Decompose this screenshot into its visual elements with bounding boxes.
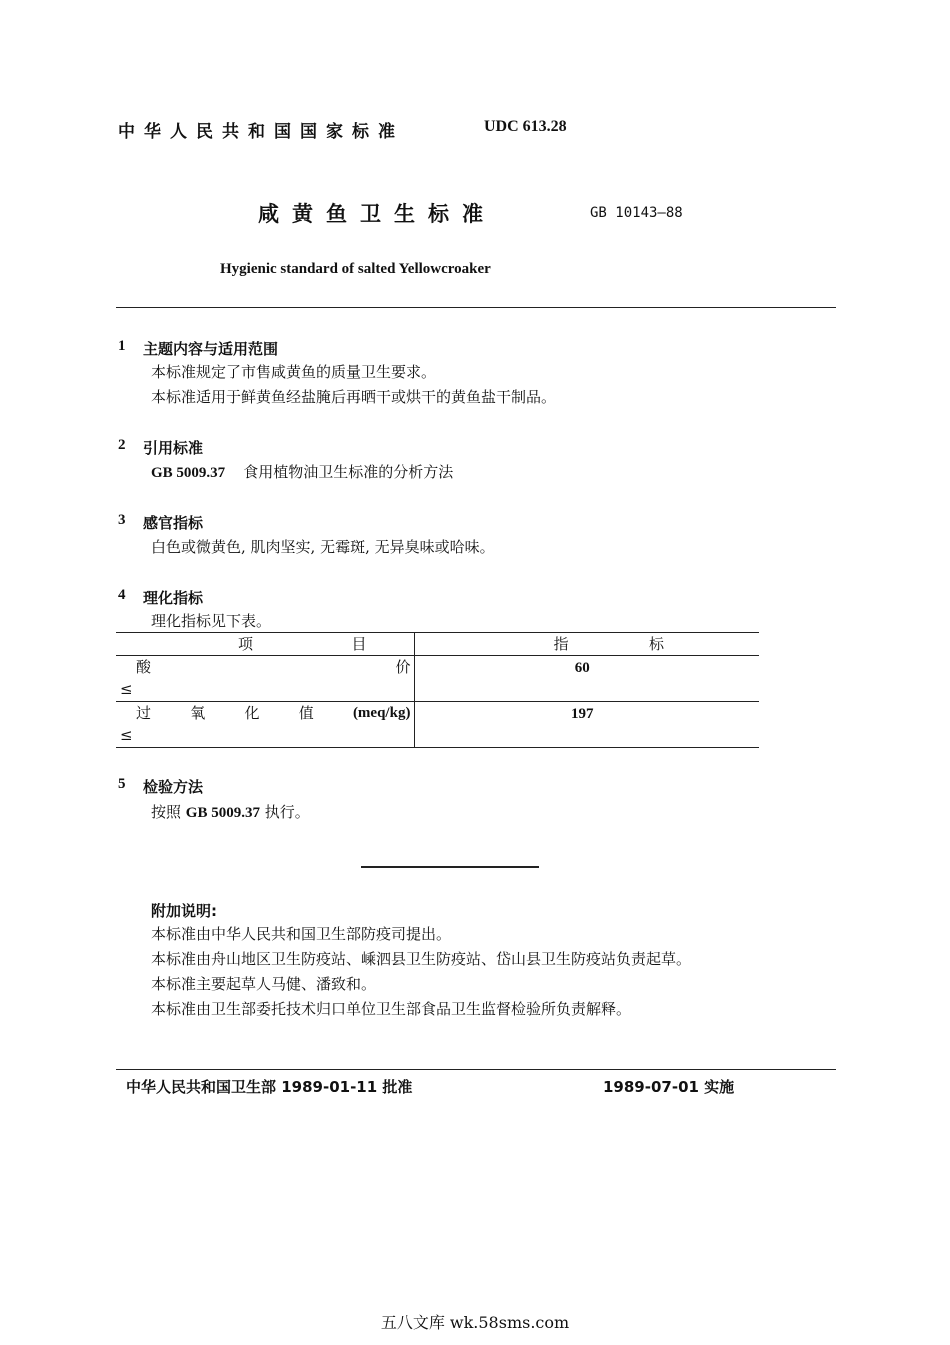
- header-divider: [116, 307, 836, 308]
- section-3-line-1: 白色或微黄色, 肌肉坚实, 无霉斑, 无异臭味或哈味。: [151, 538, 495, 556]
- section-1-heading: 主题内容与适用范围: [143, 340, 279, 358]
- section-5-number: 5: [118, 776, 126, 792]
- header-item: [116, 633, 415, 656]
- notes-line-3: 本标准主要起草人马健、潘致和。: [151, 975, 377, 993]
- notes-line-4: 本标准由卫生部委托技术归口单位卫生部食品卫生监督检验所负责解释。: [151, 1000, 632, 1018]
- effective-date: 1989-07-01 实施: [603, 1078, 735, 1096]
- item-cell: [116, 702, 415, 748]
- section-1-line-2: 本标准适用于鲜黄鱼经盐腌后再晒干或烘干的黄鱼盐干制品。: [151, 388, 557, 406]
- item-unit: (meq/kg): [352, 705, 411, 721]
- item-char: 酸: [136, 658, 152, 676]
- header-indicator-char: 标: [648, 635, 664, 653]
- approval-date: 中华人民共和国卫生部 1989-01-11 批准: [126, 1078, 413, 1096]
- method-pre: 按照: [151, 803, 182, 821]
- section-4-heading: 理化指标: [143, 589, 204, 607]
- english-title: Hygienic standard of salted Yellowcroaker: [220, 261, 491, 277]
- standard-number: GB 10143—88: [590, 205, 683, 221]
- section-3-heading: 感官指标: [143, 514, 204, 532]
- physicochemical-table: [116, 632, 759, 748]
- section-1-line-1: 本标准规定了市售咸黄鱼的质量卫生要求。: [151, 363, 437, 381]
- reference-entry: [151, 461, 453, 482]
- acid-value: 60: [574, 660, 590, 676]
- reference-title: 食用植物油卫生标准的分析方法: [243, 463, 454, 481]
- watermark: 五八文库 wk.58sms.com: [380, 1313, 570, 1332]
- method-post: 执行。: [264, 803, 310, 821]
- issuing-authority: 中华人民共和国国家标准: [118, 122, 404, 142]
- header-item-char: 项: [238, 635, 254, 653]
- header-indicator-char: 指: [553, 635, 569, 653]
- limit-symbol: ≤: [120, 680, 133, 698]
- peroxide-value: 197: [570, 706, 594, 722]
- footer-divider: [116, 1069, 836, 1070]
- item-char: 过: [136, 704, 152, 722]
- value-cell: [415, 656, 759, 702]
- item-char: 化: [244, 704, 260, 722]
- notes-line-1: 本标准由中华人民共和国卫生部防疫司提出。: [151, 925, 452, 943]
- section-5-heading: 检验方法: [143, 778, 204, 796]
- limit-symbol: ≤: [120, 726, 133, 744]
- notes-line-2: 本标准由舟山地区卫生防疫站、嵊泗县卫生防疫站、岱山县卫生防疫站负责起草。: [151, 950, 692, 968]
- section-2-heading: 引用标准: [143, 439, 204, 457]
- item-cell: [116, 656, 415, 702]
- udc-code: UDC 613.28: [484, 118, 567, 135]
- section-3-number: 3: [118, 512, 126, 528]
- header-item-char: 目: [351, 635, 367, 653]
- document-title: 咸黄鱼卫生标准: [258, 202, 496, 226]
- section-1-number: 1: [118, 338, 126, 354]
- section-2-number: 2: [118, 437, 126, 453]
- table-row: [116, 702, 759, 748]
- item-char: 值: [298, 704, 314, 722]
- value-cell: [415, 702, 759, 748]
- header-indicator: [415, 633, 759, 656]
- section-4-number: 4: [118, 587, 126, 603]
- notes-heading: 附加说明:: [151, 902, 217, 920]
- section-5-line: [151, 801, 310, 822]
- section-4-line-1: 理化指标见下表。: [151, 612, 272, 630]
- reference-code: GB 5009.37: [151, 465, 226, 481]
- table-row: [116, 656, 759, 702]
- table-header-row: [116, 633, 759, 656]
- item-char: 价: [395, 658, 411, 676]
- item-char: 氧: [190, 704, 206, 722]
- end-divider: [361, 866, 539, 868]
- method-code: GB 5009.37: [185, 805, 260, 821]
